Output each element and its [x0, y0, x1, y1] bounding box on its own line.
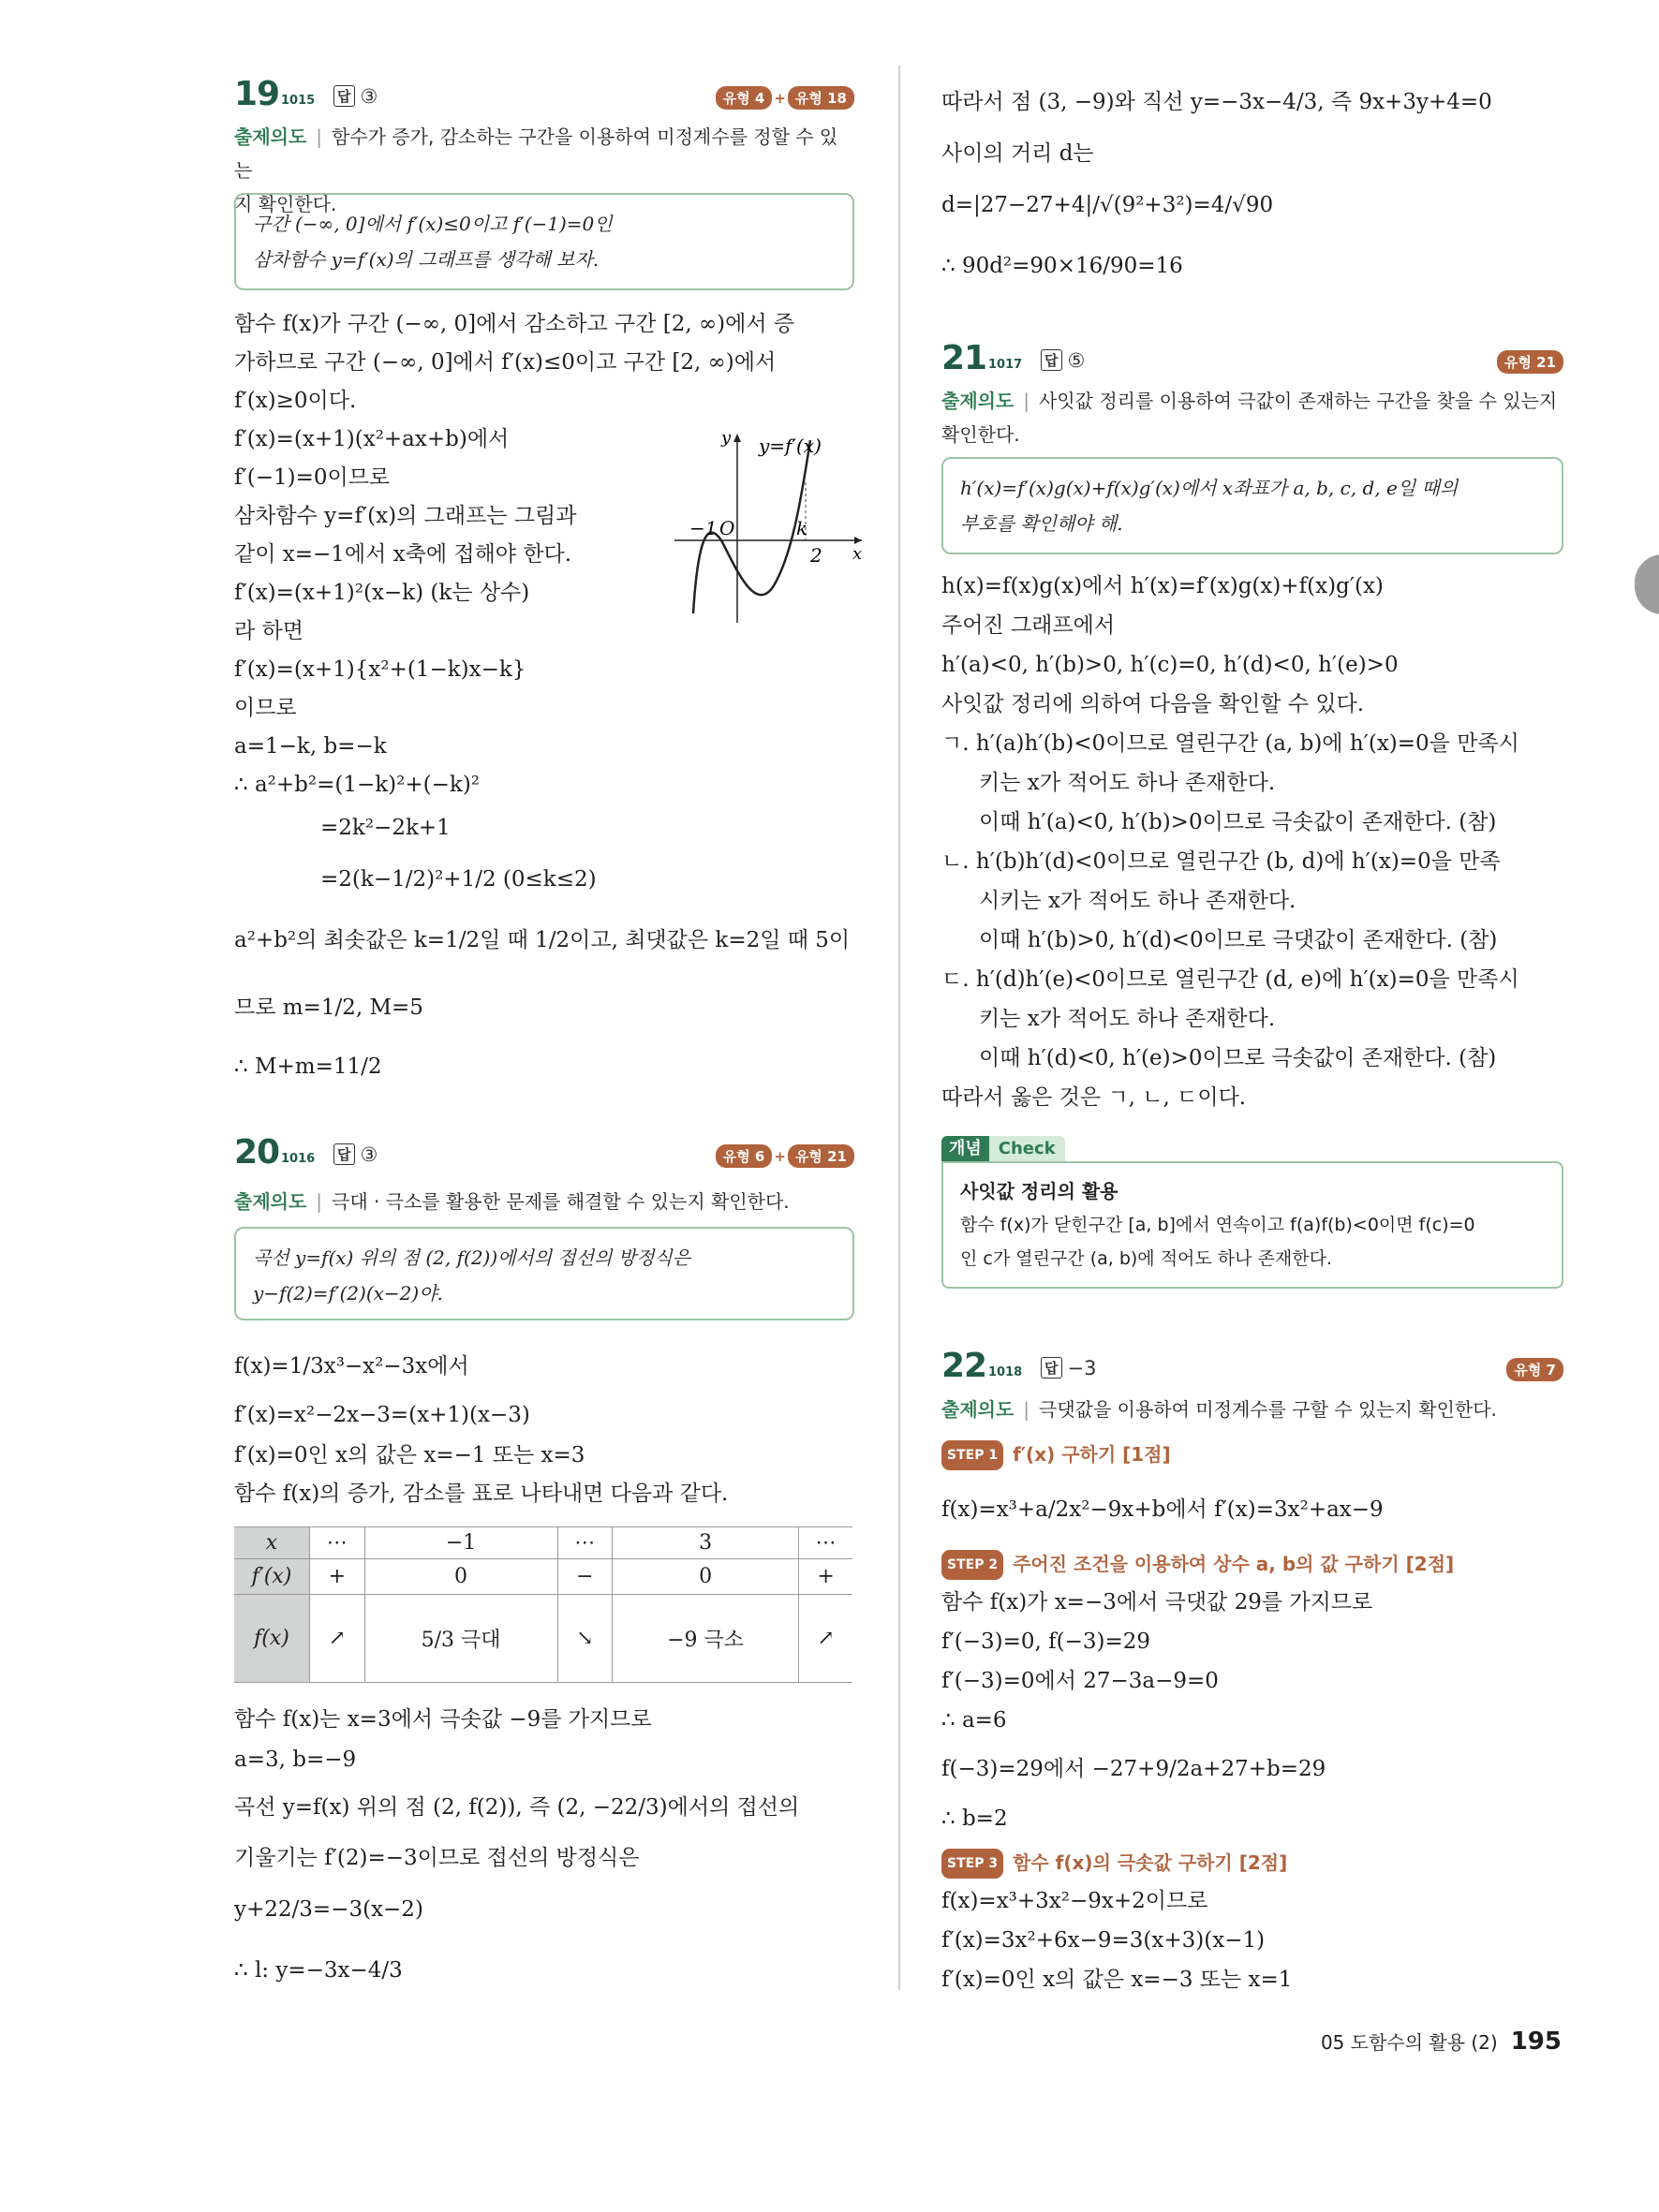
intent-label: 출제의도	[234, 125, 307, 148]
problem-20-header	[234, 1133, 854, 1180]
problem-20-intent: 출제의도 | 극대 · 극소를 활용한 문제를 해결할 수 있는지 확인한다.	[234, 1190, 790, 1213]
type-tag: 유형 7	[1506, 1358, 1563, 1381]
step-1-heading: STEP 1 f′(x) 구하기 [1점]	[941, 1440, 1563, 1470]
answer-value: ③	[360, 85, 378, 108]
problem-19-header	[234, 75, 854, 122]
problem-number: 19	[234, 75, 280, 113]
type-tags: 유형 4 + 유형 18	[716, 86, 854, 110]
type-tags	[1506, 1358, 1563, 1381]
problem-19-intent: 출제의도 | 함수가 증가, 감소하는 구간을 이용하여 미정계수를 정할 수 있는 지 확인한다.	[234, 125, 838, 215]
concept-tab: 개념 Check	[941, 1135, 1065, 1161]
step-3-heading: STEP 3 함수 f(x)의 극솟값 구하기 [2점]	[941, 1849, 1563, 1879]
answer-value: ③	[360, 1143, 378, 1166]
problem-number: 20	[234, 1133, 280, 1172]
problem-20-hint: 곡선 y=f(x) 위의 점 (2, f(2))에서의 접선의 방정식은 y−f(2)=f′(2)(x−2)야.	[234, 1227, 854, 1320]
answer	[1041, 349, 1085, 372]
type-tag: 유형 4	[716, 86, 773, 110]
tick-k: k	[796, 517, 808, 539]
chapter-side-tab	[1635, 554, 1659, 614]
type-tag: 유형 21	[788, 1144, 854, 1168]
y-axis-label: y	[721, 428, 732, 448]
intent-label: 출제의도	[234, 1190, 307, 1213]
increase-decrease-table: x ⋯ −1 ⋯ 3 ⋯ f′(x) + 0 − 0 + f(x) ↗ 5/3 극대 ↘ −9 극소 ↗	[234, 1526, 852, 1683]
concept-title: 사잇값 정리의 활용	[960, 1180, 1118, 1202]
answer-label: 답	[333, 85, 355, 107]
page-footer	[1321, 2028, 1562, 2056]
type-tags: 유형 6 + 유형 21	[716, 1144, 854, 1168]
tick-minus-one: −1	[689, 517, 718, 539]
problem-21-header	[941, 339, 1563, 386]
answer	[333, 1143, 378, 1166]
problem-number: 21	[941, 339, 987, 377]
x-axis-label: x	[852, 544, 863, 564]
problem-21-hint: h′(x)=f′(x)g(x)+f(x)g′(x)에서 x좌표가 a, b, c, d, e일 때의 부호를 확인해야 해.	[941, 457, 1563, 554]
answer-value: ⑤	[1067, 349, 1086, 372]
problem-22-header	[941, 1347, 1563, 1394]
problem-id: 1018	[988, 1365, 1023, 1379]
column-divider	[898, 66, 900, 1990]
answer-label: 답	[333, 1143, 355, 1165]
answer-label: 답	[1041, 1357, 1062, 1379]
problem-id: 1015	[281, 94, 316, 108]
curve-label: y=f′(x)	[759, 435, 822, 457]
intent-label: 출제의도	[941, 390, 1015, 412]
problem-number: 22	[941, 1347, 987, 1385]
chapter-title: 05 도함수의 활용 (2)	[1320, 2031, 1498, 2054]
type-tags	[1497, 350, 1563, 374]
answer	[1041, 1357, 1096, 1379]
tick-two: 2	[810, 544, 822, 567]
derivative-graph	[665, 426, 871, 627]
type-tag: 유형 21	[1497, 350, 1563, 374]
answer	[333, 85, 378, 108]
answer-label: 답	[1041, 349, 1062, 371]
step-2-heading: STEP 2 주어진 조건을 이용하여 상수 a, b의 값 구하기 [2점]	[941, 1550, 1563, 1580]
answer-value: −3	[1067, 1357, 1097, 1379]
type-tag: 유형 18	[788, 86, 854, 110]
problem-22-intent: 출제의도 | 극댓값을 이용하여 미정계수를 구할 수 있는지 확인한다.	[941, 1398, 1497, 1421]
problem-19-hint: 구간 (−∞, 0]에서 f′(x)≤0이고 f′(−1)=0인 삼차함수 y=f′(x)의 그래프를 생각해 보자.	[234, 193, 854, 290]
problem-id: 1017	[988, 358, 1023, 372]
intent-label: 출제의도	[941, 1398, 1015, 1421]
problem-21-intent: 출제의도 | 사잇값 정리를 이용하여 극값이 존재하는 구간을 찾을 수 있는지 확인한다.	[941, 390, 1558, 446]
concept-check-box: 개념 Check 사잇값 정리의 활용 함수 f(x)가 닫힌구간 [a, b]에서 연속이고 f(a)f(b)<0이면 f(c)=0 인 c가 열린구간 (a, b)에 적어도 하나 존재한다.	[941, 1135, 1563, 1299]
problem-id: 1016	[281, 1152, 316, 1166]
origin-label: O	[719, 517, 735, 539]
type-tag: 유형 6	[716, 1144, 773, 1168]
page-number: 195	[1510, 2028, 1562, 2056]
